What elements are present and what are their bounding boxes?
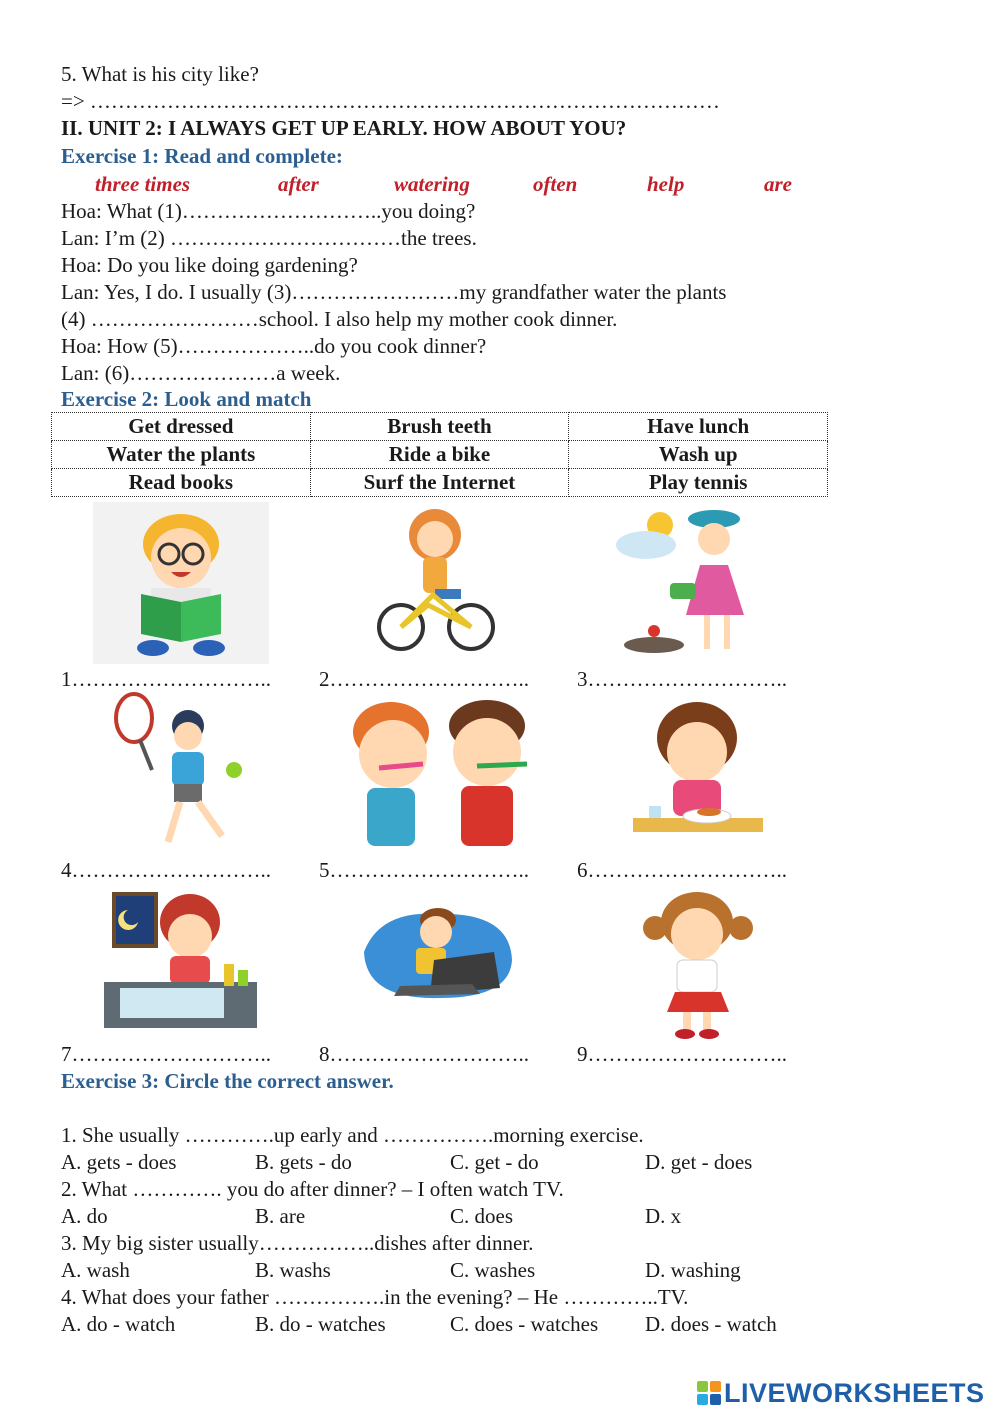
mc-option[interactable]: D. does - watch	[645, 1312, 777, 1336]
dialogue-line-1[interactable]: Hoa: What (1)………………………..you doing?	[61, 199, 476, 223]
mc-option[interactable]: C. washes	[450, 1258, 536, 1282]
answer-blank-4[interactable]: 4………………………..	[61, 858, 271, 882]
liveworksheets-logo	[697, 1377, 985, 1409]
answer-blank-7[interactable]: 7………………………..	[61, 1042, 271, 1066]
word-bank-item: after	[278, 172, 319, 196]
mc-option[interactable]: B. gets - do	[255, 1150, 352, 1174]
dialogue-line-7[interactable]: Lan: (6)…………………a week.	[61, 361, 341, 385]
answer-line-5[interactable]: => ………………………………………………………………………………	[61, 89, 720, 113]
match-cell: Brush teeth	[310, 413, 569, 441]
match-table	[51, 412, 828, 497]
answer-blank-3[interactable]: 3………………………..	[577, 667, 787, 691]
answer-blank-9[interactable]: 9………………………..	[577, 1042, 787, 1066]
exercise-2-title: Exercise 2: Look and match	[61, 387, 312, 411]
word-bank-item: help	[647, 172, 685, 196]
dialogue-line-2[interactable]: Lan: I’m (2) ……………………………the trees.	[61, 226, 477, 250]
word-bank-item: often	[533, 172, 578, 196]
mc-option[interactable]: A. gets - does	[61, 1150, 177, 1174]
word-bank-item: watering	[394, 172, 470, 196]
word-bank-item: are	[764, 172, 792, 196]
girl-watering-plant-picture	[616, 505, 776, 657]
boy-reading-book-picture	[93, 502, 269, 664]
mc-option[interactable]: A. wash	[61, 1258, 130, 1282]
boy-playing-tennis-picture	[110, 692, 250, 856]
boy-using-laptop-picture	[360, 900, 515, 1003]
exercise-3-title: Exercise 3: Circle the correct answer.	[61, 1069, 394, 1093]
mc-option[interactable]: C. get - do	[450, 1150, 539, 1174]
mc-option[interactable]: B. are	[255, 1204, 306, 1228]
dialogue-line-6[interactable]: Hoa: How (5)………………..do you cook dinner?	[61, 334, 487, 358]
liveworksheets-wordmark: LIVEWORKSHEETS	[724, 1377, 985, 1408]
answer-blank-8[interactable]: 8………………………..	[319, 1042, 529, 1066]
answer-blank-6[interactable]: 6………………………..	[577, 858, 787, 882]
mc-option[interactable]: B. washs	[255, 1258, 331, 1282]
question-5: 5. What is his city like?	[61, 62, 259, 86]
match-cell: Surf the Internet	[310, 469, 569, 497]
girl-getting-dressed-picture	[637, 888, 759, 1040]
mc-option[interactable]: D. get - does	[645, 1150, 753, 1174]
mc-option[interactable]: A. do	[61, 1204, 108, 1228]
match-cell: Ride a bike	[310, 441, 569, 469]
match-cell: Wash up	[569, 441, 828, 469]
mc-question-2: 2. What …………. you do after dinner? – I often watch TV.	[61, 1177, 564, 1201]
match-cell: Have lunch	[569, 413, 828, 441]
mc-option[interactable]: D. washing	[645, 1258, 741, 1282]
girl-riding-bike-picture	[373, 505, 498, 655]
mc-option[interactable]: D. x	[645, 1204, 682, 1228]
answer-blank-2[interactable]: 2………………………..	[319, 667, 529, 691]
mc-option[interactable]: A. do - watch	[61, 1312, 176, 1336]
girl-having-lunch-picture	[633, 698, 763, 850]
mc-question-1: 1. She usually ………….up early and …………….morning exercise.	[61, 1123, 644, 1147]
girl-washing-dishes-picture	[104, 890, 257, 1028]
match-cell: Read books	[52, 469, 311, 497]
match-cell: Play tennis	[569, 469, 828, 497]
mc-option[interactable]: C. does - watches	[450, 1312, 599, 1336]
word-bank-item: three times	[95, 172, 191, 196]
match-cell: Water the plants	[52, 441, 311, 469]
dialogue-line-3: Hoa: Do you like doing gardening?	[61, 253, 358, 277]
unit-heading: II. UNIT 2: I ALWAYS GET UP EARLY. HOW ABOUT YOU?	[61, 116, 627, 140]
exercise-1-title: Exercise 1: Read and complete:	[61, 144, 343, 168]
dialogue-line-5[interactable]: (4) ……………………school. I also help my mother cook dinner.	[61, 307, 618, 331]
match-cell: Get dressed	[52, 413, 311, 441]
mc-question-4: 4. What does your father …………….in the evening? – He …………..TV.	[61, 1285, 689, 1309]
answer-blank-5[interactable]: 5………………………..	[319, 858, 529, 882]
mc-option[interactable]: B. do - watches	[255, 1312, 386, 1336]
dialogue-line-4[interactable]: Lan: Yes, I do. I usually (3)……………………my grandfather water the plants	[61, 280, 727, 304]
mc-option[interactable]: C. does	[450, 1204, 513, 1228]
answer-blank-1[interactable]: 1………………………..	[61, 667, 271, 691]
kids-brushing-teeth-picture	[327, 692, 553, 846]
liveworksheets-logo-icon	[697, 1381, 721, 1405]
mc-question-3: 3. My big sister usually……………..dishes after dinner.	[61, 1231, 534, 1255]
